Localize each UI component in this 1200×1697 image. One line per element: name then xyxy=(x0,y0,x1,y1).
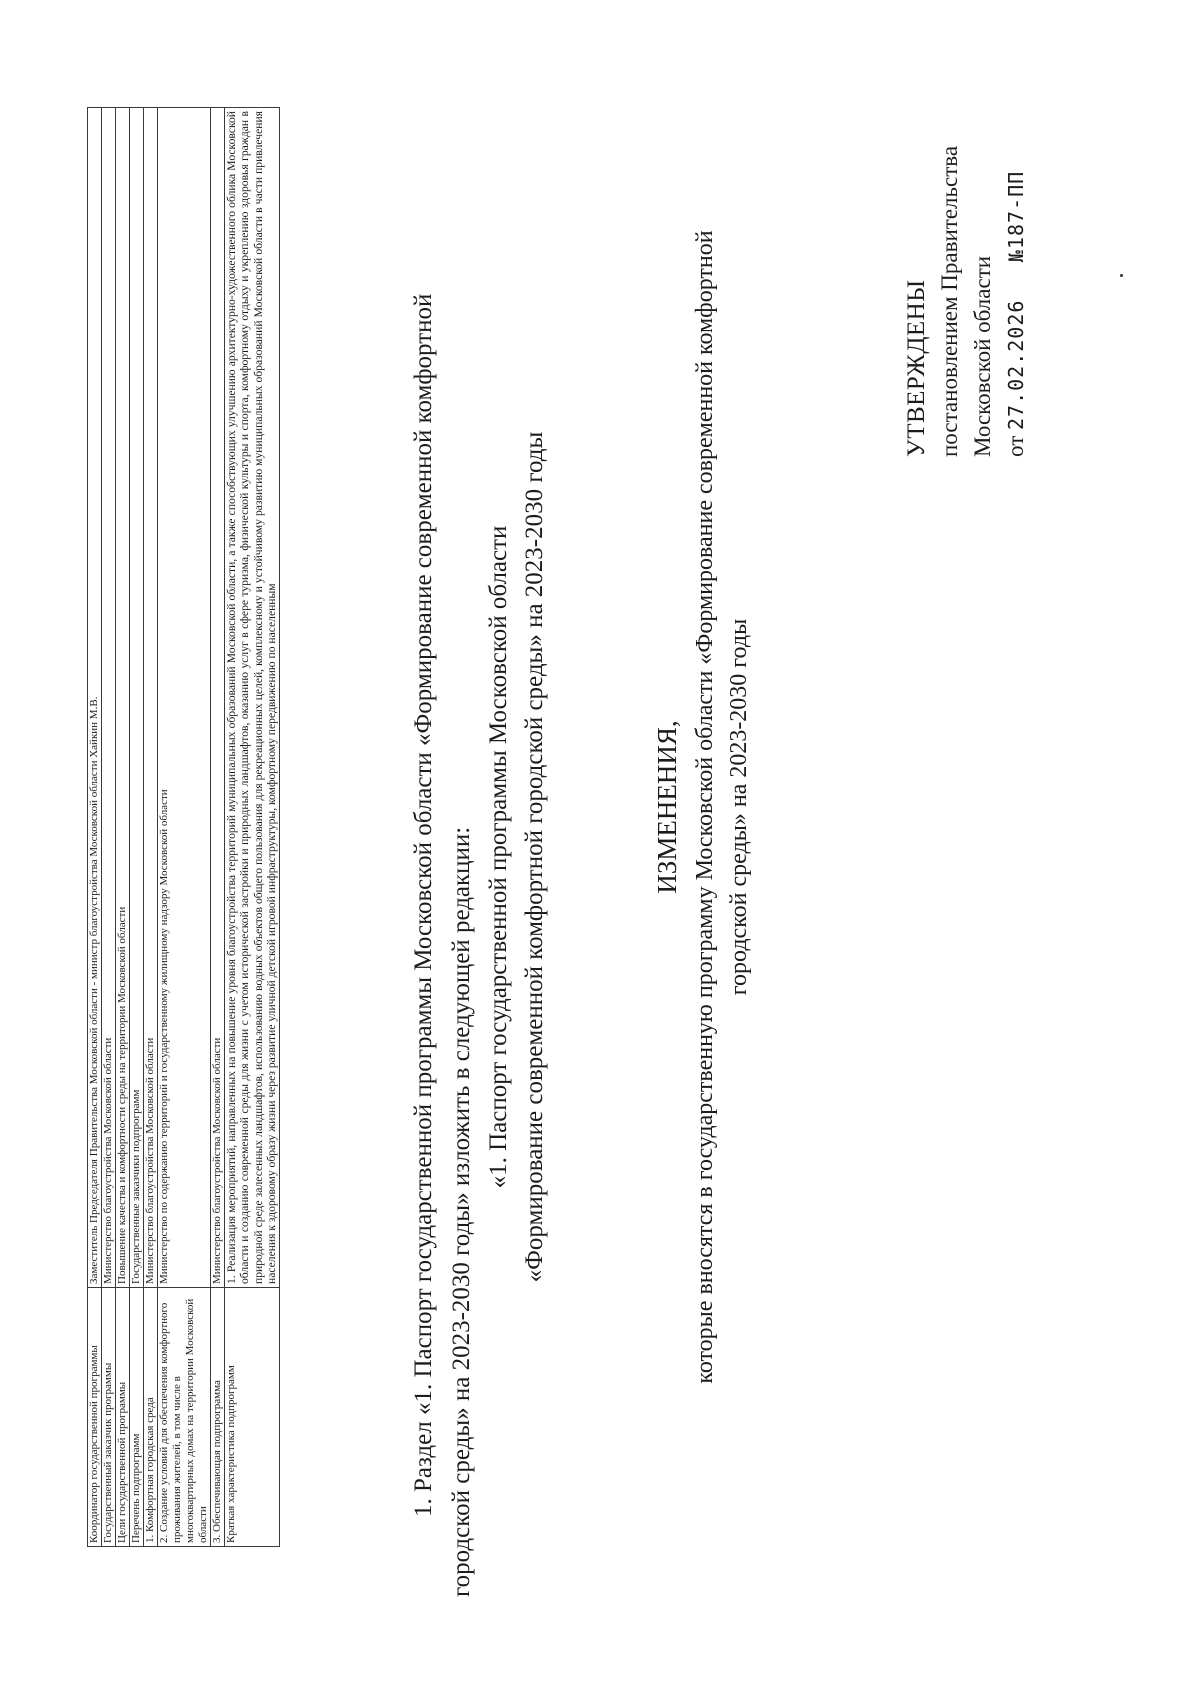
table-row xyxy=(88,108,102,1547)
table-row-summary xyxy=(225,108,280,1547)
title-line-2: городской среды» на 2023-2030 годы xyxy=(726,618,752,996)
row-key: Координатор государственной программы xyxy=(88,1288,102,1547)
title-main: ИЗМЕНЕНИЯ, xyxy=(652,720,682,894)
row-key: 2. Создание условий для обеспечения комфортного проживания жителей, в том числе в многоквартирных домах на территории Московской области xyxy=(158,1288,211,1547)
approval-date-line xyxy=(999,17,1033,457)
table-row xyxy=(130,108,144,1547)
approval-date-prefix: от xyxy=(1003,435,1028,457)
approval-line-1: постановлением Правительства xyxy=(937,145,962,457)
row-value: 1. Реализация мероприятий, направленных на повышение уровня благоустройства территорий муниципальных образований Московской области, а также способствующих улучшению архитектурно-художественного облика Московской области и созданию современной среды для жизни с учетом исторической застройки и природных ландшафтов, оказанию услуг в сфере туризма, физической культуры и спорта, комфортному отдыху и укреплению здоровья граждан в природной среде залесенных ландшафтов, использованию водных объектов общего пользования для рекреационных целей, комплексному и устойчивому развитию муниципальных образований Московской области в части привлечения населения к здоровому образу жизни через развитие уличной детской игровой инфраструктуры, комфортному передвижению по населенным xyxy=(225,108,280,1288)
passport-heading-1: «1. Паспорт государственной программы Московской области xyxy=(485,525,512,1189)
row-key: Государственный заказчик программы xyxy=(102,1288,116,1547)
approval-number: №187-ПП xyxy=(1004,170,1028,263)
row-value: Повышение качества и комфортности среды на территории Московской области xyxy=(116,108,130,1288)
approval-stamp xyxy=(900,17,1033,457)
table-row xyxy=(102,108,116,1547)
row-key: Перечень подпрограмм xyxy=(130,1288,144,1547)
row-value: Министерство благоустройства Московской области xyxy=(144,108,158,1288)
row-key: Цели государственной программы xyxy=(116,1288,130,1547)
section-line-2: городской среды» на 2023-2030 годы» изложить в следующей редакции: xyxy=(448,826,475,1597)
row-key: Краткая характеристика подпрограмм xyxy=(225,1288,280,1547)
row-value: Государственные заказчики подпрограмм xyxy=(130,108,144,1288)
title-line-1: которые вносятся в государственную программу Московской области «Формирование современной комфортной xyxy=(692,230,718,1384)
section-one xyxy=(405,117,553,1597)
approval-date: 27.02.2026 xyxy=(1004,299,1028,430)
scan-speck xyxy=(1120,274,1123,277)
passport-heading-2: «Формирование современной комфортной городской среды» на 2023-2030 годы xyxy=(521,431,548,1283)
section-line-1: 1. Раздел «1. Паспорт государственной программы Московской области «Формирование современной комфортной xyxy=(410,293,437,1517)
row-value: Министерство благоустройства Московской области xyxy=(102,108,116,1288)
approval-line-2: Московской области xyxy=(970,255,995,457)
table-row xyxy=(144,108,158,1547)
row-value: Заместитель Председателя Правительства Московской области - министр благоустройства Московской области Хайкин М.В. xyxy=(88,108,102,1288)
row-key: 3. Обеспечивающая подпрограмма xyxy=(211,1288,225,1547)
table-row xyxy=(211,108,225,1547)
row-value: Министерство благоустройства Московской области xyxy=(211,108,225,1288)
passport-table xyxy=(87,107,280,1547)
table-row xyxy=(116,108,130,1547)
row-value: Министерство по содержанию территорий и государственному жилищному надзору Московской области xyxy=(158,108,211,1288)
document-title xyxy=(650,97,756,1517)
row-key: 1. Комфортная городская среда xyxy=(144,1288,158,1547)
approval-heading: УТВЕРЖДЕНЫ xyxy=(903,279,930,457)
table-row xyxy=(158,108,211,1547)
